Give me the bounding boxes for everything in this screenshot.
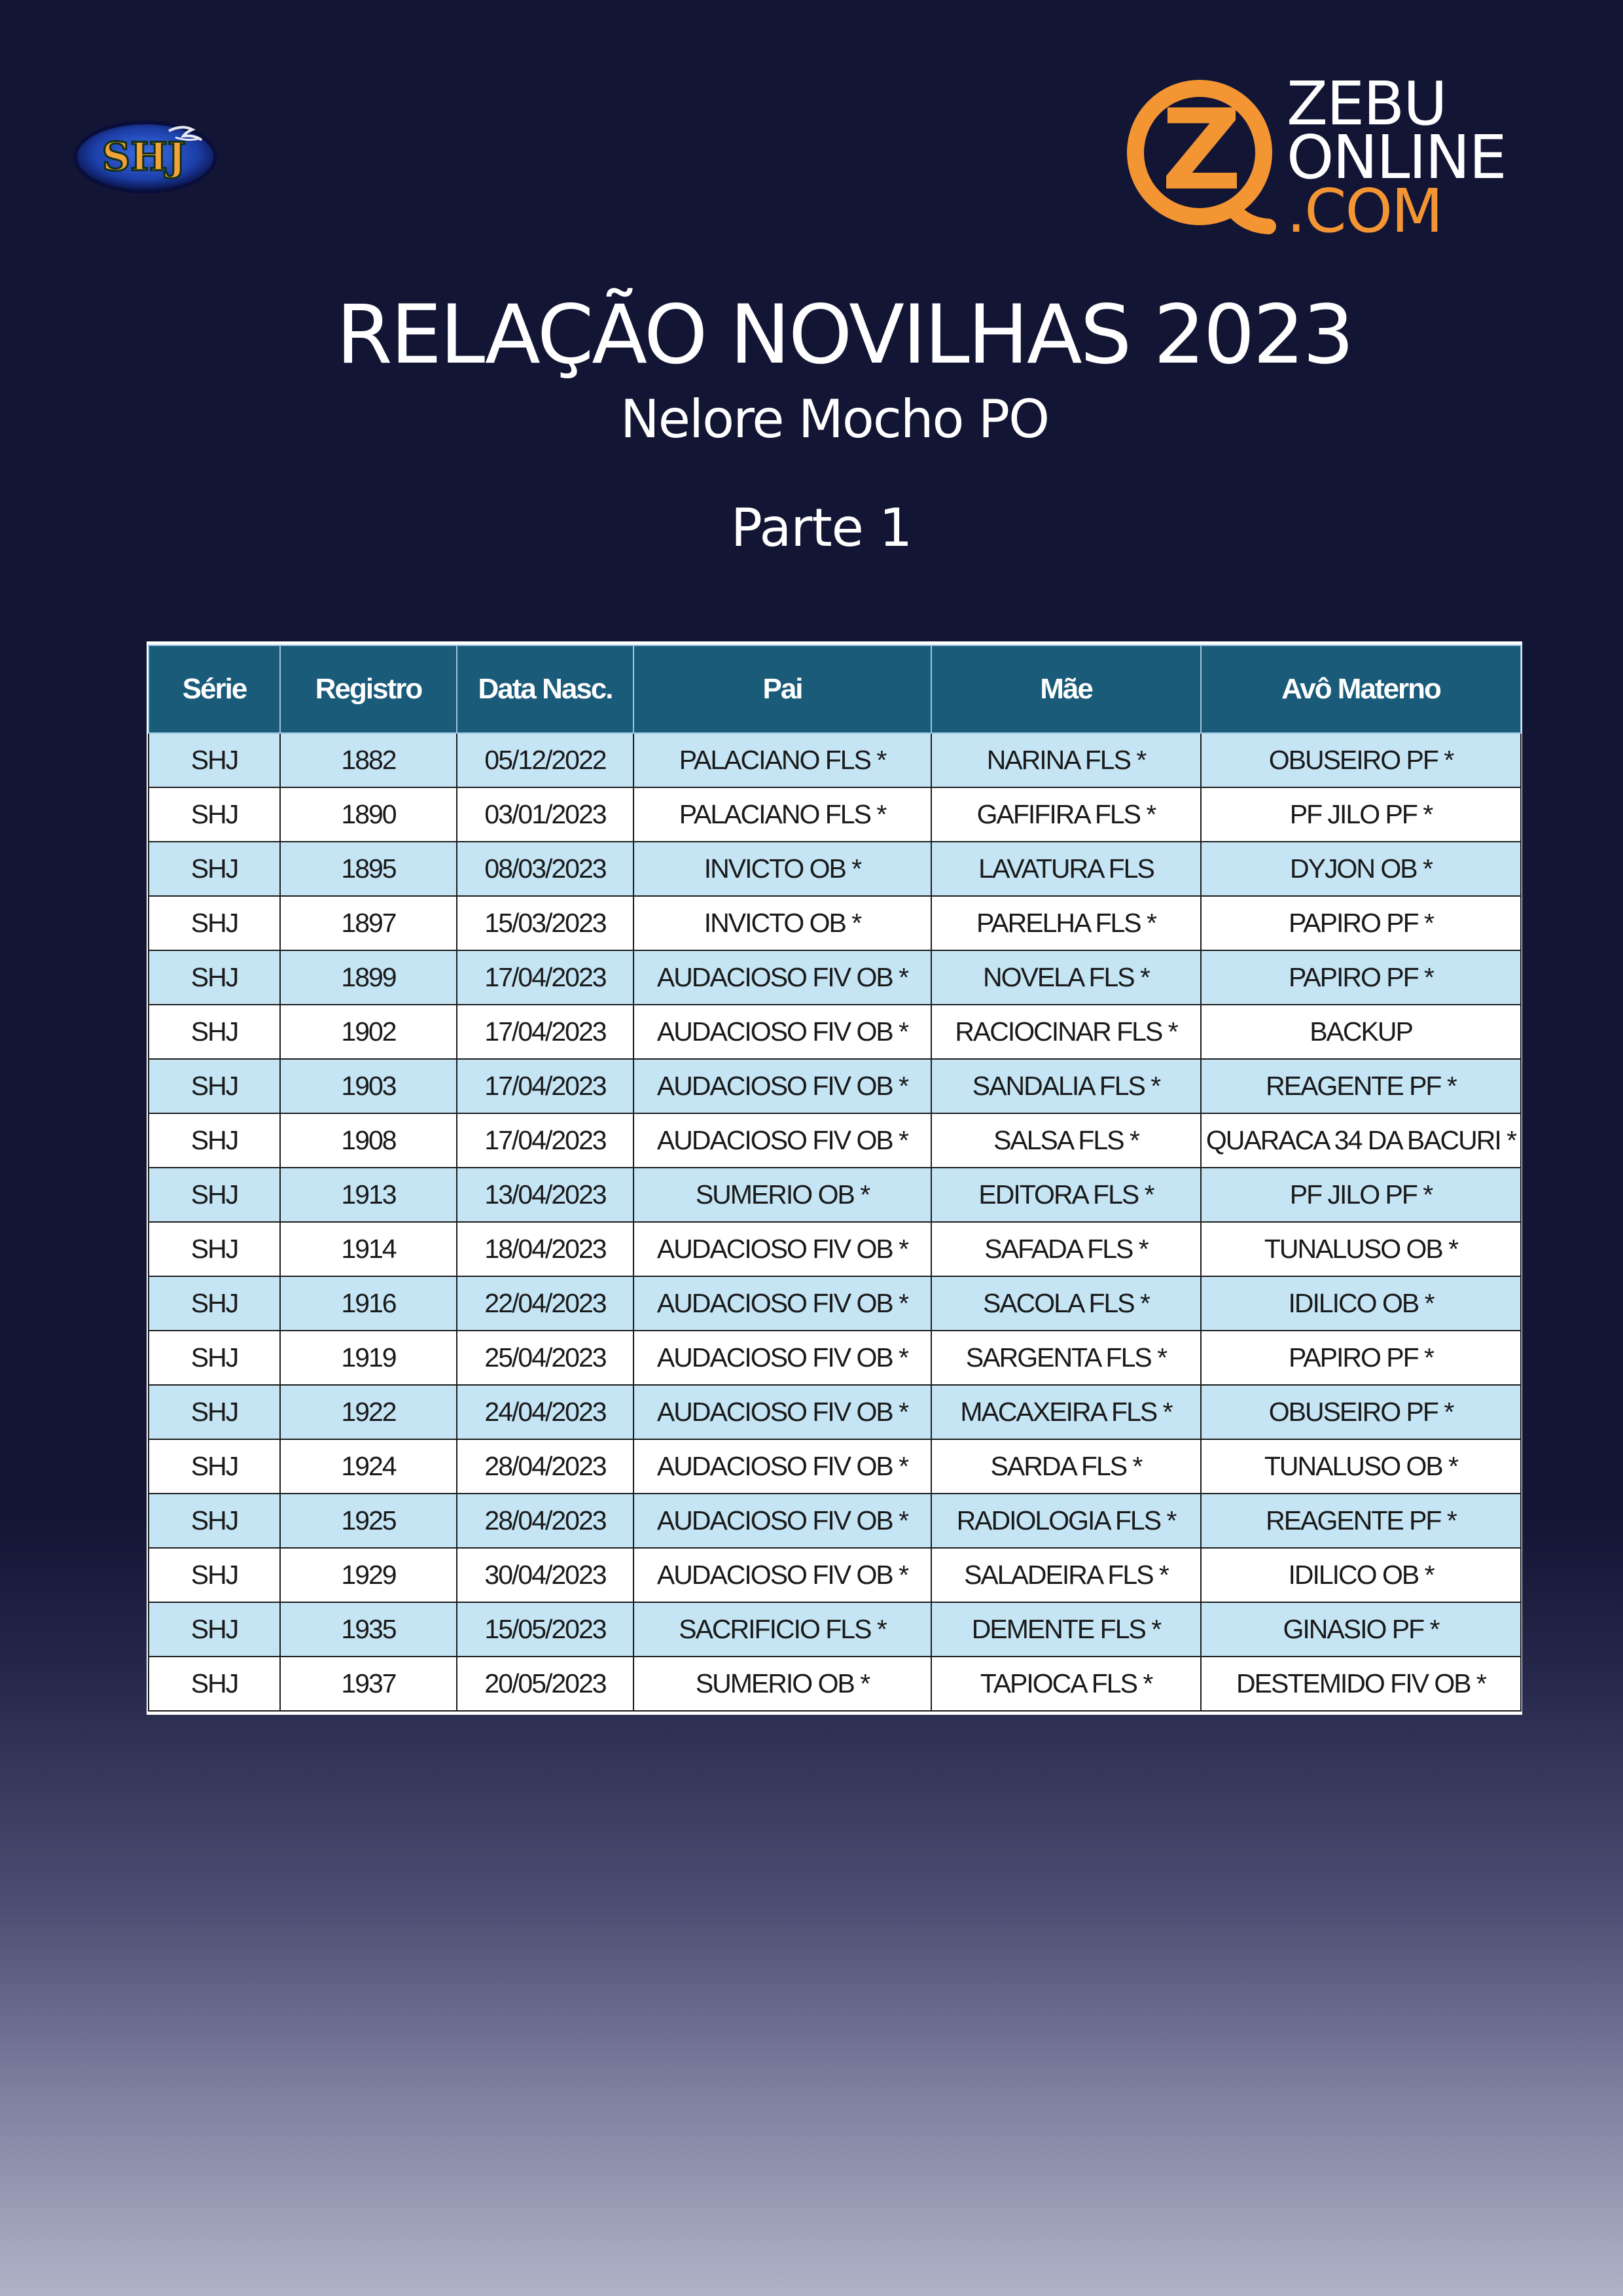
cell-avo-materno: OBUSEIRO PF * <box>1201 733 1521 787</box>
cell-pai: AUDACIOSO FIV OB * <box>633 1494 931 1548</box>
cell-mae: TAPIOCA FLS * <box>931 1657 1201 1711</box>
column-header-registro: Registro <box>280 645 457 733</box>
cell-avo-materno: IDILICO OB * <box>1201 1548 1521 1602</box>
cell-mae: MACAXEIRA FLS * <box>931 1385 1201 1439</box>
table-row <box>149 1494 1521 1548</box>
cell-data-nasc: 17/04/2023 <box>457 1005 633 1059</box>
table-row <box>149 950 1521 1005</box>
cell-mae: SARDA FLS * <box>931 1439 1201 1494</box>
cell-data-nasc: 13/04/2023 <box>457 1168 633 1222</box>
cell-pai: AUDACIOSO FIV OB * <box>633 1005 931 1059</box>
cell-pai: AUDACIOSO FIV OB * <box>633 1113 931 1168</box>
cell-avo-materno: PF JILO PF * <box>1201 1168 1521 1222</box>
cell-data-nasc: 25/04/2023 <box>457 1331 633 1385</box>
cell-pai: PALACIANO FLS * <box>633 787 931 842</box>
cell-registro: 1935 <box>280 1602 457 1657</box>
cell-data-nasc: 28/04/2023 <box>457 1494 633 1548</box>
cell-pai: AUDACIOSO FIV OB * <box>633 1439 931 1494</box>
table-header-row <box>149 645 1521 733</box>
table-row <box>149 1439 1521 1494</box>
cell-registro: 1882 <box>280 733 457 787</box>
cell-registro: 1899 <box>280 950 457 1005</box>
cell-mae: DEMENTE FLS * <box>931 1602 1201 1657</box>
cell-pai: AUDACIOSO FIV OB * <box>633 950 931 1005</box>
zebu-z-letter: Z <box>1161 86 1242 215</box>
cell-data-nasc: 08/03/2023 <box>457 842 633 896</box>
cell-pai: AUDACIOSO FIV OB * <box>633 1331 931 1385</box>
cell-mae: SAFADA FLS * <box>931 1222 1201 1276</box>
cell-serie: SHJ <box>149 1113 280 1168</box>
cell-serie: SHJ <box>149 896 280 950</box>
cell-serie: SHJ <box>149 1168 280 1222</box>
table-row <box>149 733 1521 787</box>
cell-mae: SARGENTA FLS * <box>931 1331 1201 1385</box>
cell-registro: 1924 <box>280 1439 457 1494</box>
cell-mae: EDITORA FLS * <box>931 1168 1201 1222</box>
online-word: ONLINE <box>1287 122 1506 192</box>
cell-avo-materno: REAGENTE PF * <box>1201 1059 1521 1113</box>
cell-avo-materno: REAGENTE PF * <box>1201 1494 1521 1548</box>
cell-registro: 1903 <box>280 1059 457 1113</box>
shj-logo-text: SHJ <box>101 134 187 180</box>
zebu-wordmark <box>1287 69 1506 246</box>
cell-serie: SHJ <box>149 787 280 842</box>
cell-pai: PALACIANO FLS * <box>633 733 931 787</box>
zebu-word: ZEBU <box>1287 69 1446 139</box>
cell-serie: SHJ <box>149 842 280 896</box>
cell-serie: SHJ <box>149 1602 280 1657</box>
column-header-serie: Série <box>149 645 280 733</box>
cell-data-nasc: 22/04/2023 <box>457 1276 633 1331</box>
cell-mae: RADIOLOGIA FLS * <box>931 1494 1201 1548</box>
cell-mae: LAVATURA FLS <box>931 842 1201 896</box>
cell-avo-materno: PAPIRO PF * <box>1201 1331 1521 1385</box>
heifers-table <box>148 645 1522 1712</box>
cell-data-nasc: 17/04/2023 <box>457 950 633 1005</box>
cell-pai: AUDACIOSO FIV OB * <box>633 1276 931 1331</box>
cell-serie: SHJ <box>149 1657 280 1711</box>
table-row <box>149 1113 1521 1168</box>
cell-serie: SHJ <box>149 733 280 787</box>
shj-logo-emblem <box>71 113 220 198</box>
cell-serie: SHJ <box>149 1494 280 1548</box>
cell-registro: 1925 <box>280 1494 457 1548</box>
table-row <box>149 1548 1521 1602</box>
table-row <box>149 1168 1521 1222</box>
cell-mae: NOVELA FLS * <box>931 950 1201 1005</box>
cell-pai: SUMERIO OB * <box>633 1168 931 1222</box>
cell-registro: 1902 <box>280 1005 457 1059</box>
cell-serie: SHJ <box>149 1331 280 1385</box>
cell-data-nasc: 15/05/2023 <box>457 1602 633 1657</box>
cell-registro: 1929 <box>280 1548 457 1602</box>
table-row <box>149 842 1521 896</box>
cell-mae: SANDALIA FLS * <box>931 1059 1201 1113</box>
cell-data-nasc: 17/04/2023 <box>457 1059 633 1113</box>
cell-avo-materno: PAPIRO PF * <box>1201 896 1521 950</box>
zebu-z-mark-icon <box>1124 77 1281 234</box>
cell-avo-materno: PF JILO PF * <box>1201 787 1521 842</box>
cell-avo-materno: BACKUP <box>1201 1005 1521 1059</box>
page-title: RELAÇÃO NOVILHAS 2023 <box>336 288 1353 382</box>
table-body <box>149 733 1521 1711</box>
cell-avo-materno: IDILICO OB * <box>1201 1276 1521 1331</box>
cell-mae: PARELHA FLS * <box>931 896 1201 950</box>
table-row <box>149 1657 1521 1711</box>
dotcom-word: .COM <box>1287 176 1442 246</box>
cell-avo-materno: QUARACA 34 DA BACURI * <box>1201 1113 1521 1168</box>
table-row <box>149 1222 1521 1276</box>
shj-logo <box>71 113 220 198</box>
cell-registro: 1895 <box>280 842 457 896</box>
cell-registro: 1913 <box>280 1168 457 1222</box>
cell-serie: SHJ <box>149 1222 280 1276</box>
table-row <box>149 896 1521 950</box>
cell-registro: 1919 <box>280 1331 457 1385</box>
part-label: Parte 1 <box>730 497 912 558</box>
cell-avo-materno: DYJON OB * <box>1201 842 1521 896</box>
column-header-data-nasc: Data Nasc. <box>457 645 633 733</box>
cell-data-nasc: 17/04/2023 <box>457 1113 633 1168</box>
cell-data-nasc: 28/04/2023 <box>457 1439 633 1494</box>
page-subtitle: Nelore Mocho PO <box>620 389 1049 450</box>
table-row <box>149 1059 1521 1113</box>
cell-registro: 1897 <box>280 896 457 950</box>
cell-pai: SUMERIO OB * <box>633 1657 931 1711</box>
cell-avo-materno: DESTEMIDO FIV OB * <box>1201 1657 1521 1711</box>
column-header-mae: Mãe <box>931 645 1201 733</box>
cell-registro: 1937 <box>280 1657 457 1711</box>
cell-data-nasc: 15/03/2023 <box>457 896 633 950</box>
cell-registro: 1916 <box>280 1276 457 1331</box>
cell-mae: RACIOCINAR FLS * <box>931 1005 1201 1059</box>
cell-pai: AUDACIOSO FIV OB * <box>633 1548 931 1602</box>
cell-serie: SHJ <box>149 1005 280 1059</box>
column-header-avo-materno: Avô Materno <box>1201 645 1521 733</box>
cell-pai: AUDACIOSO FIV OB * <box>633 1385 931 1439</box>
cell-pai: SACRIFICIO FLS * <box>633 1602 931 1657</box>
cell-data-nasc: 24/04/2023 <box>457 1385 633 1439</box>
cell-serie: SHJ <box>149 1439 280 1494</box>
cell-data-nasc: 30/04/2023 <box>457 1548 633 1602</box>
cell-avo-materno: GINASIO PF * <box>1201 1602 1521 1657</box>
zebu-online-logo <box>1124 69 1517 246</box>
cell-pai: AUDACIOSO FIV OB * <box>633 1059 931 1113</box>
cell-mae: SACOLA FLS * <box>931 1276 1201 1331</box>
cell-data-nasc: 05/12/2022 <box>457 733 633 787</box>
cell-serie: SHJ <box>149 950 280 1005</box>
cell-pai: AUDACIOSO FIV OB * <box>633 1222 931 1276</box>
cell-mae: SALSA FLS * <box>931 1113 1201 1168</box>
cell-mae: GAFIFIRA FLS * <box>931 787 1201 842</box>
cell-serie: SHJ <box>149 1548 280 1602</box>
heifers-table-container <box>147 641 1522 1715</box>
cell-data-nasc: 18/04/2023 <box>457 1222 633 1276</box>
cell-data-nasc: 20/05/2023 <box>457 1657 633 1711</box>
cell-serie: SHJ <box>149 1059 280 1113</box>
cell-mae: SALADEIRA FLS * <box>931 1548 1201 1602</box>
cell-data-nasc: 03/01/2023 <box>457 787 633 842</box>
cell-avo-materno: OBUSEIRO PF * <box>1201 1385 1521 1439</box>
table-row <box>149 1602 1521 1657</box>
table-row <box>149 1331 1521 1385</box>
column-header-pai: Pai <box>633 645 931 733</box>
cell-pai: INVICTO OB * <box>633 896 931 950</box>
cell-avo-materno: PAPIRO PF * <box>1201 950 1521 1005</box>
table-row <box>149 1005 1521 1059</box>
cell-registro: 1922 <box>280 1385 457 1439</box>
table-row <box>149 1276 1521 1331</box>
cell-avo-materno: TUNALUSO OB * <box>1201 1439 1521 1494</box>
cell-serie: SHJ <box>149 1385 280 1439</box>
table-row <box>149 787 1521 842</box>
cell-registro: 1890 <box>280 787 457 842</box>
table-row <box>149 1385 1521 1439</box>
cell-pai: INVICTO OB * <box>633 842 931 896</box>
table-header <box>149 645 1521 733</box>
cell-mae: NARINA FLS * <box>931 733 1201 787</box>
cell-registro: 1908 <box>280 1113 457 1168</box>
cell-avo-materno: TUNALUSO OB * <box>1201 1222 1521 1276</box>
cell-serie: SHJ <box>149 1276 280 1331</box>
cell-registro: 1914 <box>280 1222 457 1276</box>
